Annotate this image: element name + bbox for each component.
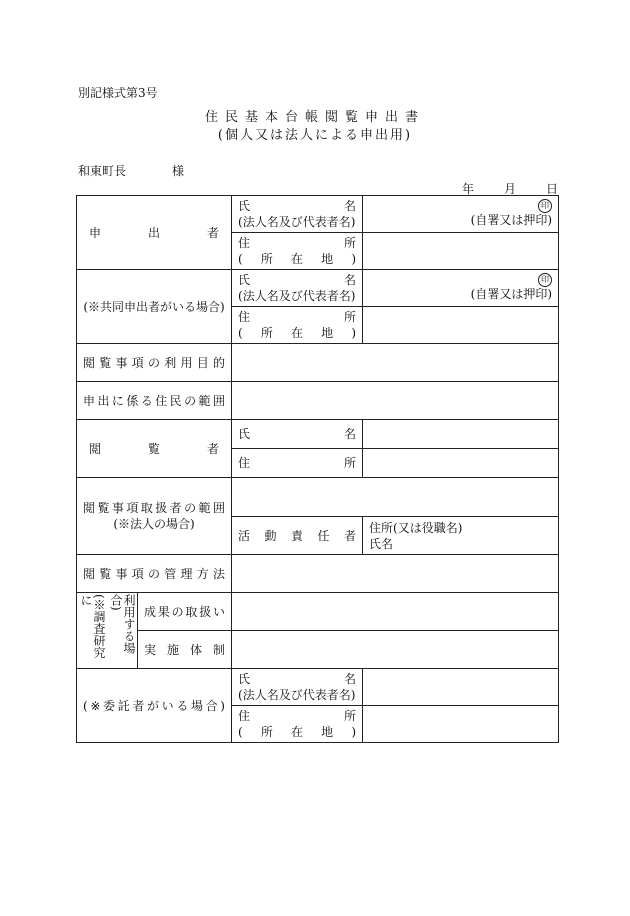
handler-field[interactable] (232, 478, 559, 517)
viewer-name-label: 氏 名 (232, 420, 363, 449)
handler-label: 閲 覧 事 項 取 扱 者 の 範 囲 (83, 501, 225, 515)
results-field[interactable] (232, 593, 559, 631)
viewer-label-cell (77, 420, 232, 478)
viewer-address-field[interactable] (363, 449, 559, 478)
seal-icon: 印 (538, 199, 552, 213)
management-field[interactable] (232, 555, 559, 593)
scope-label-cell (77, 382, 232, 420)
applicant-label-cell (77, 196, 232, 270)
consignor-address-field[interactable] (363, 706, 559, 743)
purpose-label-cell (77, 344, 232, 382)
results-label-cell (138, 593, 232, 631)
consignor-name-field[interactable] (363, 669, 559, 706)
joint-address-field[interactable] (363, 307, 559, 344)
seal-note: (自署又は押印) (470, 287, 553, 301)
application-table (76, 195, 559, 743)
responsible-position-label: 住所(又は役職名) (369, 520, 463, 535)
viewer-address-label: 住 所 (232, 449, 363, 478)
applicant-name-field[interactable] (363, 196, 559, 233)
responsible-field[interactable] (363, 517, 559, 555)
consignor-address-label: 住 所 ( 所 在 地 ) (232, 706, 363, 743)
handler-sublabel: (※法人の場合) (113, 517, 195, 531)
consignor-label-cell (77, 669, 232, 743)
joint-applicant-label: (※共同申出者がいる場合) (77, 270, 232, 344)
system-field[interactable] (232, 631, 559, 669)
responsible-name-label: 氏名 (369, 536, 394, 551)
scope-field[interactable] (232, 382, 559, 420)
form-number: 別記様式第3号 (78, 86, 158, 100)
consignor-label: ( ※ 委 託 者 が い る 場 合 ) (83, 698, 225, 713)
responsible-label-cell (232, 517, 363, 555)
honorific: 様 (172, 164, 185, 178)
applicant-address-field[interactable] (363, 233, 559, 270)
viewer-name-field[interactable] (363, 420, 559, 449)
document-title: 住民基本台帳閲覧申出書 (204, 110, 425, 125)
purpose-label: 閲 覧 事 項 の 利 用 目 的 (83, 355, 226, 370)
date-day: 日 (546, 182, 559, 196)
results-label: 成 果 の 取 扱 い (144, 604, 225, 619)
seal-note: (自署又は押印) (470, 213, 553, 227)
responsible-label: 活 動 責 任 者 (238, 528, 356, 543)
document-subtitle: (個人又は法人による申出用) (217, 128, 413, 143)
applicant-label: 申 出 者 (89, 225, 220, 240)
scope-label: 申 出 に 係 る 住 民 の 範 囲 (83, 393, 225, 408)
management-label-cell (77, 555, 232, 593)
date-year: 年 (462, 182, 475, 196)
date-month: 月 (504, 182, 517, 196)
handler-label-cell (77, 478, 232, 555)
research-label-col1: (※調査研究に (79, 593, 106, 659)
joint-address-label: 住 所 ( 所 在 地 ) (232, 307, 363, 344)
research-label-cell (77, 593, 138, 669)
applicant-name-label: 氏 名 (法人名及び代表者名) (232, 196, 363, 233)
system-label-cell (138, 631, 232, 669)
management-label: 閲 覧 事 項 の 管 理 方 法 (83, 566, 226, 581)
consignor-name-label: 氏 名 (法人名及び代表者名) (232, 669, 363, 706)
viewer-label: 閲 覧 者 (89, 441, 220, 456)
applicant-address-label: 住 所 ( 所 在 地 ) (232, 233, 363, 270)
seal-icon: 印 (538, 273, 552, 287)
research-label-col2: 利用する場合) (109, 593, 136, 654)
joint-name-label: 氏 名 (法人名及び代表者名) (232, 270, 363, 307)
purpose-field[interactable] (232, 344, 559, 382)
addressee: 和東町長 (78, 164, 127, 178)
system-label: 実 施 体 制 (144, 642, 226, 657)
joint-name-field[interactable] (363, 270, 559, 307)
